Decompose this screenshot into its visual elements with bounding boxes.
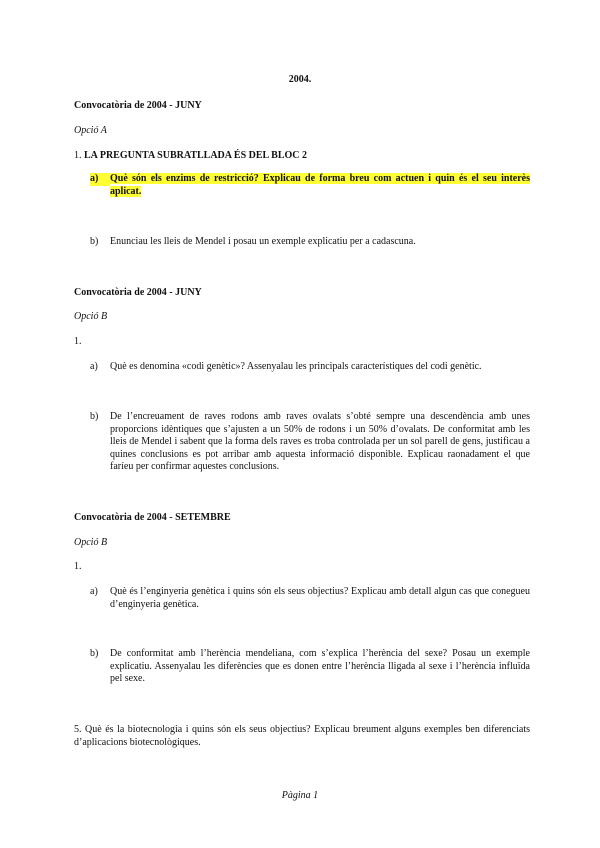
item-text: De l’encreuament de raves rodons amb raves ovalats s’obté sempre una descendència amb unes proporcions idèntiques que s’ajusten a un 50% de rodons i un 50% d’ovalats. De conformitat amb les lleis de Mendel i sabent que la forma dels raves es troba controlada per un sol parell de gens, justificau a quines conclusions es pot arribar amb aquesta informació disponible. Explicau raonadament el que faríeu per confirmar aquestes conclusions.	[110, 411, 530, 472]
section-heading: Convocatòria de 2004 - JUNY	[74, 287, 202, 298]
question-number: 1.	[74, 561, 82, 572]
question-number: 1.	[74, 336, 82, 347]
question-5: 5. Què és la biotecnologia i quins són els seus objectius? Explicau breument alguns exemples ben diferenciats d’aplicacions biotecnològiques.	[74, 724, 530, 748]
page-footer: Pàgina 1	[281, 790, 319, 801]
option-label: Opció B	[74, 537, 108, 548]
item-label: b)	[90, 648, 99, 659]
item-label: b)	[90, 411, 99, 422]
section-heading: Convocatòria de 2004 - JUNY	[74, 100, 202, 111]
option-label: Opció B	[74, 311, 108, 322]
item-label: a)	[90, 586, 98, 597]
item-text: Enunciau les lleis de Mendel i posau un exemple explicatiu per a cadascuna.	[110, 236, 416, 247]
question-item	[90, 648, 530, 686]
highlighted-question-text: Què són els enzims de restricció? Explicau de forma breu com actuen i quin és el seu interès aplicat.	[110, 173, 530, 197]
question-number: 1.	[74, 150, 82, 161]
item-text: Què es denomina «codi genètic»? Assenyalau les principals característiques del codi genètic.	[110, 361, 482, 372]
item-label: b)	[90, 236, 99, 247]
question-item	[90, 361, 530, 374]
document-title: 2004.	[288, 74, 312, 85]
question-item	[90, 173, 530, 198]
question-item	[90, 586, 530, 611]
item-label: a)	[90, 173, 110, 186]
question-item	[90, 236, 530, 249]
item-text: De conformitat amb l’herència mendeliana, com s’explica l’herència del sexe? Posau un exemple explicatiu. Assenyalau les diferències que es donen entre l’herència lligada al sexe i l’herència influïda pel sexe.	[110, 648, 530, 684]
section-heading: Convocatòria de 2004 - SETEMBRE	[74, 512, 231, 523]
question-item	[90, 411, 530, 474]
question-title: LA PREGUNTA SUBRATLLADA ÉS DEL BLOC 2	[84, 150, 308, 161]
item-label: a)	[90, 361, 98, 372]
option-label: Opció A	[74, 125, 107, 136]
question-heading	[74, 150, 307, 163]
item-text: Què és l’enginyeria genètica i quins són els seus objectius? Explicau amb detall algun cas que conegueu d’enginyeria genètica.	[110, 586, 530, 610]
